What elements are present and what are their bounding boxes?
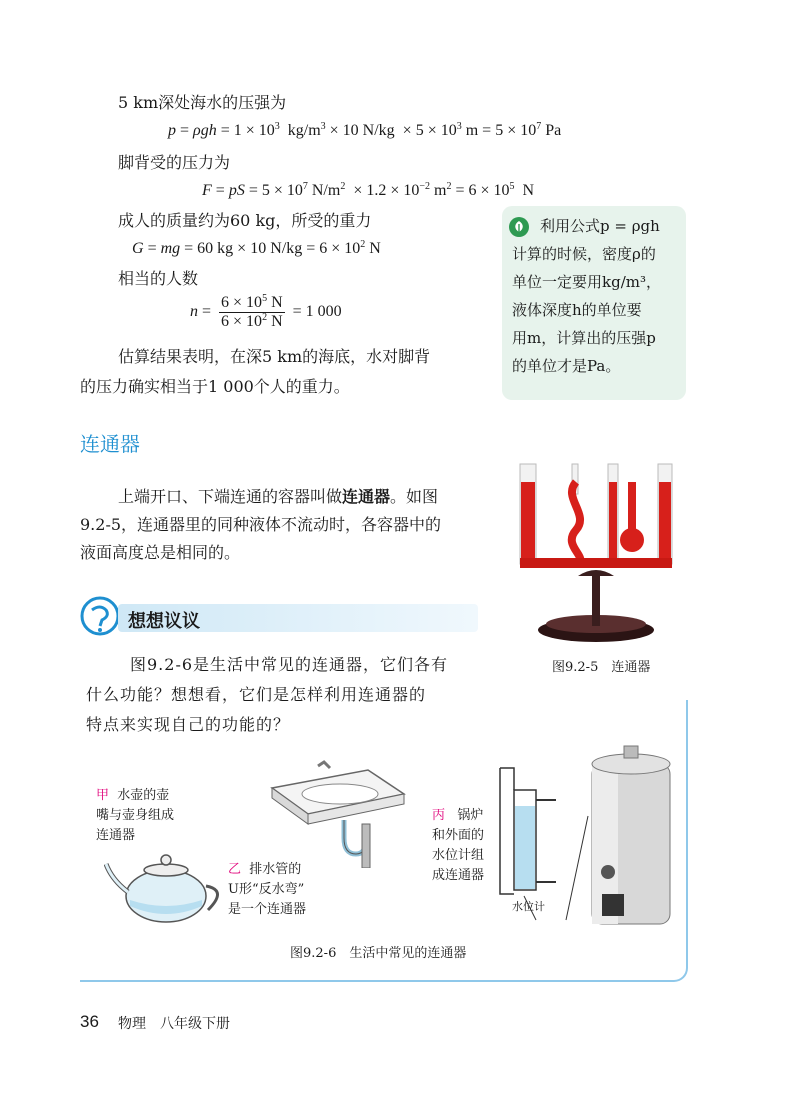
section-paragraph-line-1: 上端开口、下端连通的容器叫做连通器。如图 bbox=[118, 487, 439, 506]
sink-illustration bbox=[268, 758, 408, 868]
think-question-line-1: 图9.2-6是生活中常见的连通器，它们各有 bbox=[130, 655, 449, 674]
section-paragraph-line-3: 液面高度总是相同的。 bbox=[80, 543, 241, 562]
label-boiler-line-4: 成连通器 bbox=[432, 868, 485, 883]
note-line: 单位一定要用kg/m³， bbox=[512, 273, 661, 291]
connected-vessel-figure bbox=[508, 458, 692, 644]
calc-line-force-label: 脚背受的压力为 bbox=[118, 153, 231, 172]
label-sink-line-2: U形“反水弯” bbox=[228, 882, 305, 897]
equation-force: F = pS = $5 \times 10^7$ $N/m^2 \times 1.2 \times 10^{-2}$ $m^2 = 6 \times 10^5$ N bbox=[202, 181, 535, 199]
label-boiler: 丙 锅炉 bbox=[432, 808, 484, 823]
note-line: 计算的时候，密度ρ的 bbox=[512, 245, 656, 263]
label-kettle-line-2: 嘴与壶身组成 bbox=[96, 808, 175, 823]
think-discuss-icon bbox=[80, 596, 120, 636]
leaf-icon bbox=[508, 216, 530, 238]
conclusion-line-2: 的压力确实相当于1 000个人的重力。 bbox=[80, 377, 350, 396]
figure-9-2-5-caption: 图9.2-5 连通器 bbox=[552, 660, 651, 675]
note-line: 利用公式p = ρgh bbox=[540, 217, 660, 235]
section-paragraph-line-2: 9.2-5，连通器里的同种液体不流动时，各容器中的 bbox=[80, 515, 442, 534]
note-line: 的单位才是Pa。 bbox=[512, 357, 621, 375]
label-boiler-line-2: 和外面的 bbox=[432, 828, 485, 843]
figure-9-2-6-caption: 图9.2-6 生活中常见的连通器 bbox=[290, 946, 467, 961]
section-heading: 连通器 bbox=[80, 432, 140, 456]
page-number: 36 bbox=[80, 1012, 99, 1031]
note-line: 液体深度h的单位要 bbox=[512, 301, 642, 319]
book-title: 物理 八年级下册 bbox=[118, 1015, 230, 1031]
term-connected-vessel: 连通器 bbox=[342, 487, 391, 506]
calc-line-weight-label: 成人的质量约为60 kg，所受的重力 bbox=[118, 211, 372, 230]
think-discuss-title: 想想议议 bbox=[128, 611, 200, 632]
conclusion-line-1: 估算结果表明，在深5 km的海底，水对脚背 bbox=[118, 347, 431, 366]
label-kettle: 甲 水壶的壶 bbox=[96, 788, 170, 803]
label-kettle-line-3: 连通器 bbox=[96, 828, 136, 843]
calc-line-count-label: 相当的人数 bbox=[118, 269, 199, 288]
think-discuss-header bbox=[118, 604, 478, 632]
side-note bbox=[502, 206, 686, 400]
label-boiler-line-3: 水位计组 bbox=[432, 848, 485, 863]
equation-pressure: $p = \rho gh = 1 \times 10^3$ $kg/m^3 \times 10$ $N/kg \times 5 \times 10^3$ $m = 5 \times 10^7$ Pa bbox=[168, 121, 562, 139]
think-question-line-3: 特点来实现自己的功能的？ bbox=[86, 715, 291, 734]
note-line: 用m，计算出的压强p bbox=[512, 329, 656, 347]
calc-line-pressure-label: 5 km深处海水的压强为 bbox=[118, 93, 287, 112]
think-question-line-2: 什么功能？想想看，它们是怎样利用连通器的 bbox=[86, 685, 427, 704]
label-sink: 乙 排水管的 bbox=[228, 862, 302, 877]
kettle-illustration bbox=[104, 840, 230, 926]
water-gauge-label: 水位计 bbox=[512, 900, 545, 913]
equation-count: n = $\frac{6 \times 10^5 N}{6 \times 10^2 N}$ = 1 000 bbox=[190, 293, 342, 330]
equation-weight: G = mg = 60 kg × 10 $N/kg = 6 \times 10^2$ N bbox=[132, 239, 381, 257]
label-sink-line-3: 是一个连通器 bbox=[228, 902, 307, 917]
